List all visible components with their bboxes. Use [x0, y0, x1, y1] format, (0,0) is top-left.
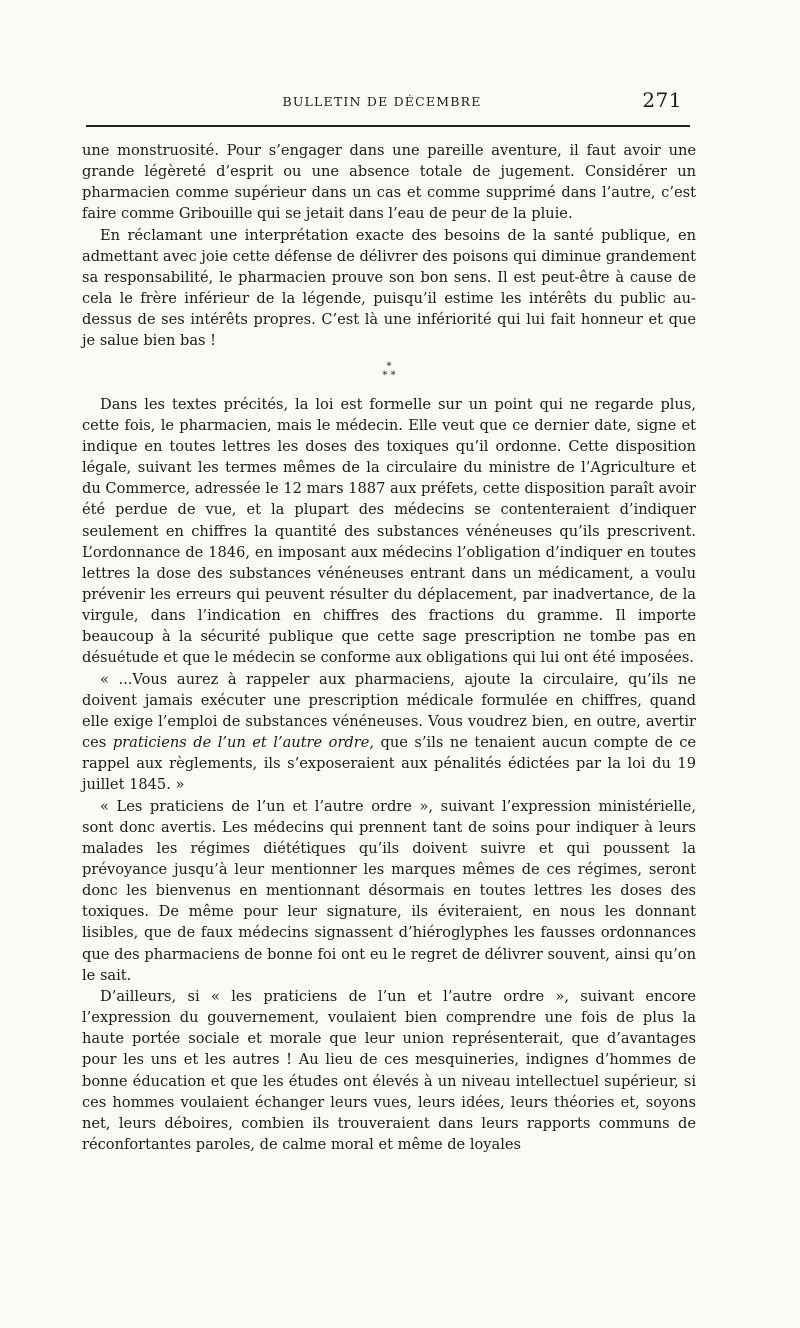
quote-part-1: « ...Vous aurez à rappeler aux pharmaciens, ajoute la circulaire, qu’ils ne doivent jamais exécuter une prescription médicale formulée en chiffres, quand elle exige l’emploi de substances vénéneuses. Vous voudrez bien, en outre, avertir ces — [82, 670, 696, 752]
body-text — [82, 140, 696, 1155]
page-number: 271 — [642, 88, 682, 112]
quote-part-2: , que s’ils ne tenaient aucun compte de ce rappel aux règlements, ils s’exposeraient aux pénalités édictées par la loi du 19 juillet 1845. » — [82, 734, 697, 794]
page-header — [82, 88, 682, 116]
paragraph-2: En réclamant une interprétation exacte des besoins de la santé publique, en admettant avec joie cette défense de délivrer des poisons qui diminue grandement sa responsabilité, le pharmacien prouve son bon sens. Il est peut-être à cause de cela le frère inférieur de la légende, puisqu’il estime les intérêts du public au-dessus de ses intérêts propres. C’est là une infériorité qui lui fait honneur et que je salue bien bas ! — [82, 226, 696, 350]
paragraph-3: Dans les textes précités, la loi est formelle sur un point qui ne regarde plus, cette fois, le pharmacien, mais le médecin. Elle veut que ce dernier date, signe et indique en toutes lettres les doses des toxiques qu’il ordonne. Cette disposition légale, suivant les termes mêmes de la circulaire du ministre de l’Agriculture et du Commerce, adressée le 12 mars 1887 aux préfets, cette disposition paraît avoir été perdue de vue, et la plupart des médecins se contenteraient d’indiquer seulement en chiffres la quantité des substances vénéneuses qu’ils prescrivent. L’ordonnance de 1846, en imposant aux médecins l’obligation d’indiquer en toutes lettres la dose des substances vénéneuses entrant dans un médicament, a voulu prévenir les erreurs qui peuvent résulter du déplacement, par inadvertance, de la virgule, dans l’indication en chiffres des fractions du gramme. Il importe beaucoup à la sécurité publique que cette sage prescription ne tombe pas en désuétude et que le médecin se conforme aux obligations qui lui ont été imposées. — [82, 395, 696, 667]
quote-italic: praticiens de l’un et l’autre ordre — [112, 734, 370, 752]
paragraph-6: D’ailleurs, si « les praticiens de l’un et l’autre ordre », suivant encore l’expression du gouvernement, voulaient bien comprendre une fois de plus la haute portée sociale et morale que leur union représenterait, que d’avantages pour les uns et les autres ! Au lieu de ces mesquineries, indignes d’hommes de bonne éducation et que les études ont élevés à un niveau intellectuel supérieur, si ces hommes voulaient échanger leurs vues, leurs idées, leurs théories et, soyons net, leurs déboires, combien ils trouveraient dans leurs rapports communs de réconfortantes paroles, de calme moral et même de loyales — [82, 987, 696, 1154]
asterism-top: * — [386, 360, 392, 372]
header-rule — [86, 125, 690, 127]
section-separator — [82, 352, 696, 394]
paragraph-1: une monstruosité. Pour s’engager dans une pareille aventure, il faut avoir une grande légèreté d’esprit ou une absence totale de jugement. Considérer un pharmacien comme supérieur dans un cas et comme supprimé dans l’autre, c’est faire comme Gribouille qui se jetait dans l’eau de peur de la pluie. — [82, 142, 696, 223]
paragraph-4 — [82, 669, 696, 796]
running-title: BULLETIN DE DÉCEMBRE — [282, 94, 482, 109]
asterism-bottom: * * — [382, 369, 396, 381]
paragraph-5: « Les praticiens de l’un et l’autre ordre », suivant l’expression ministérielle, sont donc avertis. Les médecins qui prennent tant de soins pour indiquer à leurs malades les régimes diététiques qu’ils doivent suivre et qui poussent la prévoyance jusqu’à leur mentionner les marques mêmes de ces régimes, seront donc les bienvenus en mentionnant désormais en toutes lettres les doses des toxiques. De même pour leur signature, ils éviteraient, en nous les donnant lisibles, que de faux médecins signassent d’hiéroglyphes les fausses ordonnances que des pharmaciens de bonne foi ont eu le regret de délivrer souvent, ainsi qu’on le sait. — [82, 797, 696, 984]
asterism-glyph — [369, 362, 409, 380]
